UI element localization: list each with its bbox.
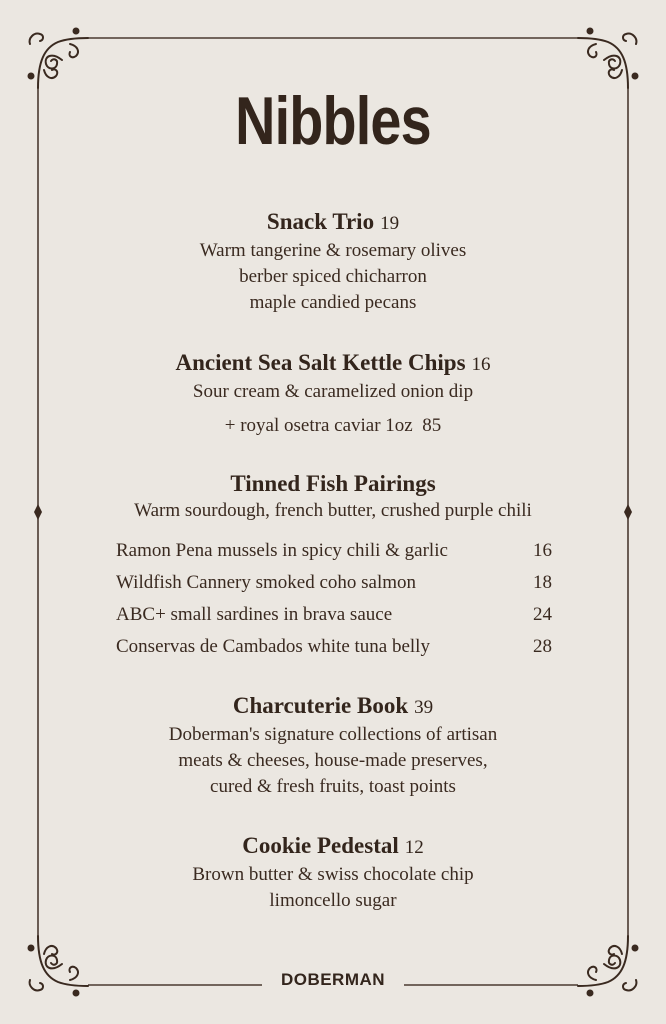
list-item [116, 601, 552, 633]
fish-name: Ramon Pena mussels in spicy chili & garlic [116, 540, 448, 561]
item-description: maple candied pecans [249, 292, 417, 313]
list-item [116, 537, 552, 569]
item-heading [0, 692, 666, 722]
item-name: Snack Trio [266, 209, 375, 234]
item-price: 19 [380, 213, 400, 234]
list-item [116, 633, 552, 665]
item-description: berber spiced chicharron [239, 266, 427, 287]
section-charcuterie [0, 692, 666, 800]
item-description: Brown butter & swiss chocolate chip [192, 864, 474, 885]
fish-price: 24 [533, 604, 552, 625]
brand-footer: DOBERMAN [280, 970, 386, 989]
section-kettle-chips [0, 349, 666, 439]
item-description: Sour cream & caramelized onion dip [192, 381, 474, 402]
item-heading [0, 832, 666, 862]
item-price: 12 [404, 837, 424, 858]
item-price: 16 [471, 354, 491, 375]
section-snack-trio [0, 208, 666, 316]
item-name: Ancient Sea Salt Kettle Chips [175, 350, 466, 375]
fish-name: Wildfish Cannery smoked coho salmon [116, 572, 417, 593]
item-price: 39 [414, 697, 434, 718]
fish-price: 18 [533, 572, 552, 593]
item-description: limoncello sugar [269, 890, 397, 911]
item-description: meats & cheeses, house-made preserves, [178, 750, 488, 771]
item-description: Warm tangerine & rosemary olives [199, 240, 467, 261]
item-description: Warm sourdough, french butter, crushed purple chili [134, 500, 532, 521]
item-description: Doberman's signature collections of artisan [168, 724, 498, 745]
corner-flourish-top-right-icon [578, 29, 638, 89]
item-name: Cookie Pedestal [242, 833, 399, 858]
menu-title: Nibbles [235, 83, 431, 159]
tinned-fish-list [116, 537, 552, 665]
item-heading [0, 349, 666, 379]
fish-price: 28 [533, 636, 552, 657]
item-addon: + royal osetra caviar 1oz 85 [224, 415, 442, 436]
item-heading [0, 208, 666, 238]
fish-name: Conservas de Cambados white tuna belly [116, 636, 430, 657]
item-description: cured & fresh fruits, toast points [210, 776, 456, 797]
fish-price: 16 [533, 540, 552, 561]
list-item [116, 569, 552, 601]
section-cookie-pedestal [0, 832, 666, 914]
item-name: Tinned Fish Pairings [230, 471, 436, 496]
fish-name: ABC+ small sardines in brava sauce [116, 604, 393, 625]
section-tinned-fish [0, 470, 666, 524]
item-name: Charcuterie Book [232, 693, 409, 718]
